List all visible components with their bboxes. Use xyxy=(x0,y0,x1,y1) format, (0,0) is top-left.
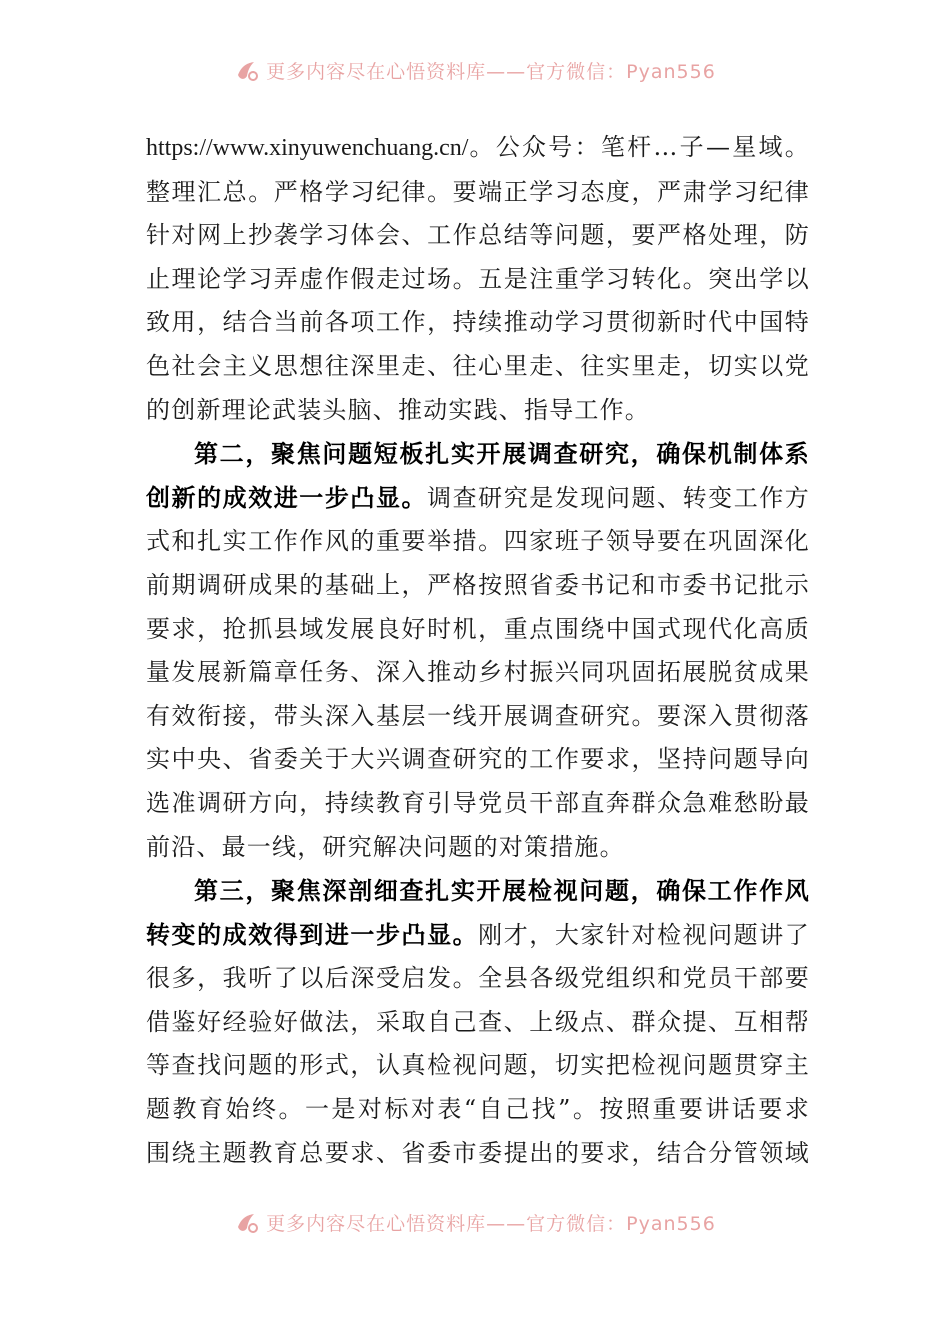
body-line-15: 实中央、省委关于大兴调查研究的工作要求，坚持问题导向 xyxy=(146,745,810,774)
body-line-23: 题教育始终。一是对标对表“自己找”。按照重要讲话要求 xyxy=(146,1095,810,1124)
watermark-footer xyxy=(0,1202,950,1242)
body-line-9: 创新的成效进一步凸显。调查研究是发现问题、转变工作方 xyxy=(146,482,810,512)
body-line-16: 选准调研方向，持续教育引导党员干部直奔群众急难愁盼最 xyxy=(146,788,810,817)
section-two-heading: 第二，聚焦问题短板扎实开展调查研究，确保机制体系 xyxy=(194,439,810,469)
body-line-22: 等查找问题的形式，认真检视问题，切实把检视问题贯穿主 xyxy=(146,1051,810,1080)
watermark-text: 更多内容尽在心悟资料库——官方微信：Pyan556 xyxy=(266,60,716,83)
watermark-text: 更多内容尽在心悟资料库——官方微信：Pyan556 xyxy=(266,1212,716,1235)
website-url: https://www.xinyuwenchuang.cn/ xyxy=(146,135,469,161)
section-three-heading: 第三，聚焦深剖细查扎实开展检视问题，确保工作作风 xyxy=(194,876,810,906)
body-line-11: 前期调研成果的基础上，严格按照省委书记和市委书记批示 xyxy=(146,570,810,599)
body-line-13: 量发展新篇章任务、深入推动乡村振兴同巩固拓展脱贫成果 xyxy=(146,658,810,687)
document-body xyxy=(146,126,810,1175)
body-line-4: 止理论学习弄虚作假走过场。五是注重学习转化。突出学以 xyxy=(146,264,810,293)
body-line-6: 色社会主义思想往深里走、往心里走、往实里走，切实以党 xyxy=(146,351,810,380)
body-line-1: https://www.xinyuwenchuang.cn/。公众号：笔杆…子—星域。 xyxy=(146,133,810,161)
body-line-24: 围绕主题教育总要求、省委市委提出的要求，结合分管领域 xyxy=(146,1138,810,1167)
body-line-19: 转变的成效得到进一步凸显。刚才，大家针对检视问题讲了 xyxy=(146,919,810,949)
body-line-20: 很多，我听了以后深受启发。全县各级党组织和党员干部要 xyxy=(146,964,810,993)
body-line-17: 前沿、最一线，研究解决问题的对策措施。 xyxy=(146,832,625,861)
body-line-5: 致用，结合当前各项工作，持续推动学习贯彻新时代中国特 xyxy=(146,308,810,337)
body-line-14: 有效衔接，带头深入基层一线开展调查研究。要深入贯彻落 xyxy=(146,701,810,730)
watermark-header xyxy=(0,50,950,90)
body-line-2: 整理汇总。严格学习纪律。要端正学习态度，严肃学习纪律 xyxy=(146,177,810,206)
brush-logo-icon xyxy=(234,1209,260,1235)
body-line-3: 针对网上抄袭学习体会、工作总结等问题，要严格处理，防 xyxy=(146,221,810,250)
body-line-10: 式和扎实工作作风的重要举措。四家班子领导要在巩固深化 xyxy=(146,527,810,556)
section-three-heading-end: 转变的成效得到进一步凸显。 xyxy=(146,919,479,949)
brush-logo-icon xyxy=(234,57,260,83)
section-two-heading-end: 创新的成效进一步凸显。 xyxy=(146,482,428,512)
body-line-7: 的创新理论武装头脑、推动实践、指导工作。 xyxy=(146,395,650,424)
body-line-12: 要求，抢抓县域发展良好时机，重点围绕中国式现代化高质 xyxy=(146,614,810,643)
body-line-21: 借鉴好经验好做法，采取自己查、上级点、群众提、互相帮 xyxy=(146,1007,810,1036)
